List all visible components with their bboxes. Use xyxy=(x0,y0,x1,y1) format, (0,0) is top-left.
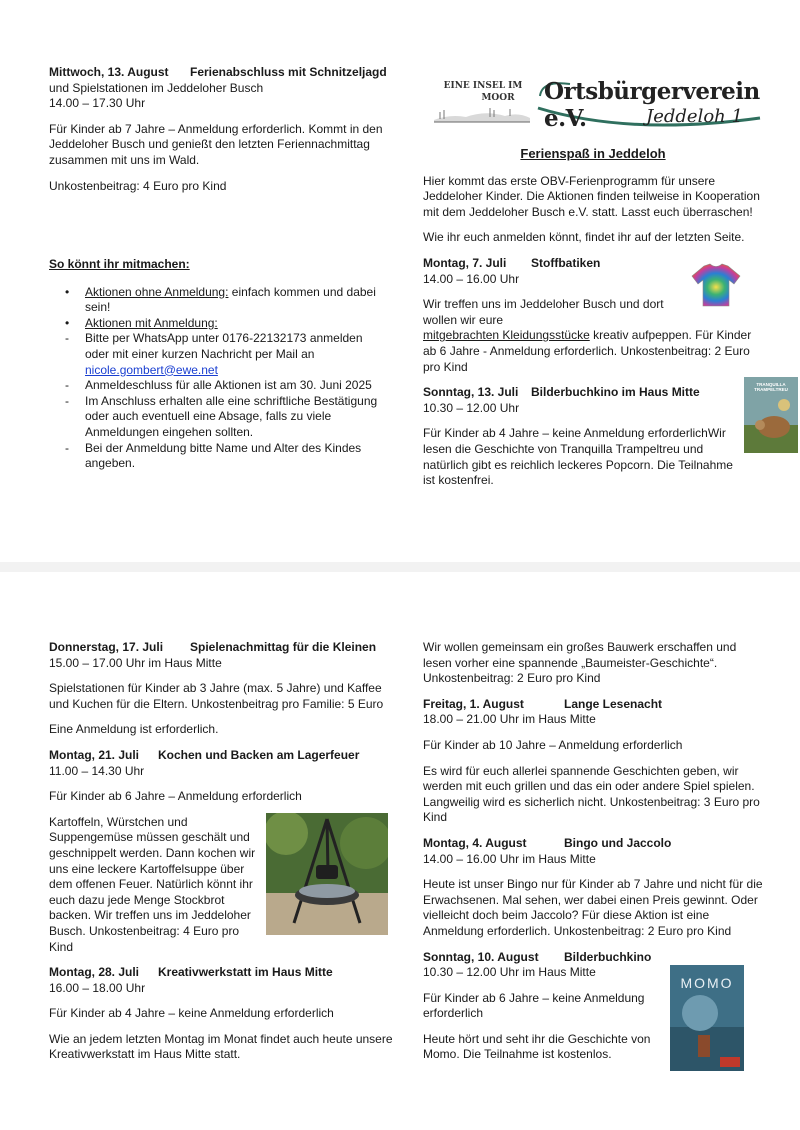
event-heading xyxy=(423,950,768,966)
event-time: 11.00 – 14.30 Uhr xyxy=(49,763,145,778)
event-time: 15.00 – 17.00 Uhr im Haus Mitte xyxy=(49,655,222,670)
howto-item-label: Aktionen mit Anmeldung: xyxy=(85,315,218,330)
event-title: Bilderbuchkino xyxy=(564,949,652,964)
event-date: Sonntag, 10. August xyxy=(423,949,539,964)
event-cost: Unkostenbeitrag: 4 Euro pro Kind xyxy=(49,178,227,193)
book-title: MOMO xyxy=(680,975,734,991)
tie-dye-shirt-image xyxy=(690,262,742,308)
howto-item-text: Bitte per WhatsApp unter 0176-22132173 anmelden oder mit einer kurzen Nachricht per Mail an xyxy=(85,331,363,361)
logo-left-text xyxy=(438,80,528,104)
event-desc-underlined: mitgebrachten Kleidungsstücke xyxy=(423,328,590,343)
event-heading xyxy=(49,640,394,656)
howto-item-confirmation xyxy=(49,394,384,441)
howto-item-registration xyxy=(49,316,384,332)
event-description xyxy=(423,297,763,375)
event-date: Montag, 7. Juli xyxy=(423,255,507,270)
event-heading xyxy=(49,65,394,81)
event-date: Donnerstag, 17. Juli xyxy=(49,640,164,654)
howto-item-label: Aktionen ohne Anmeldung: xyxy=(85,284,229,299)
email-link[interactable]: nicole.gombert@ewe.net xyxy=(85,362,218,377)
event-desc-end: kreativ aufpeppen. Für Kinder ab 6 Jahre - Anmeldung erforderlich. Unkostenbeitrag: 2 Euro pro Kind xyxy=(423,328,752,374)
event-time: 14.00 – 16.00 Uhr im Haus Mitte xyxy=(423,851,596,866)
event-date: Freitag, 1. August xyxy=(423,696,524,711)
event-description: Heute ist unser Bingo nur für Kinder ab 7 Jahre und nicht für die Erwachsenen. Mal sehen, wer dabei einen Preis gewinnt. Oder vielleicht doch beim Jaccolo? Für diese Aktion ist eine Anmeldung erforderlich. Unkostenbeitrag: 2 Euro pro Kind xyxy=(423,877,763,938)
event-title: Ferienabschluss mit Schnitzeljagd xyxy=(190,65,387,79)
register-note: Wie ihr euch anmelden könnt, findet ihr auf der letzten Seite. xyxy=(423,230,745,245)
event-time: 10.30 – 12.00 Uhr im Haus Mitte xyxy=(423,965,596,980)
event-description: Es wird für euch allerlei spannende Geschichten geben, wir werden mit euch grillen und das ein oder andere Spiel spielen. Langweilig wird es sicherlich nicht. Unkostenbeitrag: 3 Euro pro Kind xyxy=(423,763,760,825)
ortsbuergerverein-logo xyxy=(430,74,765,132)
logo-left-line2: MOOR xyxy=(481,93,515,103)
event-note: Für Kinder ab 4 Jahre – keine Anmeldung erforderlich xyxy=(49,1006,334,1021)
event-kreativwerkstatt xyxy=(49,965,394,1063)
event-ferienabschluss xyxy=(49,65,394,194)
event-title: Bilderbuchkino im Haus Mitte xyxy=(531,385,700,400)
howto-heading: So könnt ihr mitmachen: xyxy=(49,257,190,271)
book-title: TRANQUILLA TRAMPELTREU xyxy=(754,382,788,392)
event-title: Lange Lesenacht xyxy=(564,696,663,711)
howto-item-whatsapp xyxy=(49,331,384,378)
logo-main-text: Ortsbürgerverein e.V. xyxy=(544,78,760,132)
event-title: Stoffbatiken xyxy=(531,255,601,270)
howto-list xyxy=(49,285,384,472)
event-note: Für Kinder ab 6 Jahre – Anmeldung erforderlich xyxy=(49,789,302,804)
event-title: Kreativwerkstatt im Haus Mitte xyxy=(158,965,333,980)
logo-left-line1: EINE INSEL IM xyxy=(443,81,523,91)
event-heading xyxy=(423,836,768,852)
howto-section xyxy=(49,257,384,472)
event-time: 10.30 – 12.00 Uhr xyxy=(423,400,520,415)
event-desc-start: Wir treffen uns im Jeddeloher Busch und dort wollen wir eure xyxy=(423,297,664,327)
event-date: Montag, 4. August xyxy=(423,835,527,850)
event-heading xyxy=(49,965,394,981)
howto-item-text: Bei der Anmeldung bitte Name und Alter des Kindes angeben. xyxy=(85,440,362,471)
howto-item-name-age xyxy=(49,441,384,472)
logo-sub-text: Jeddeloh 1 xyxy=(646,106,743,127)
event-bilderbuchkino-juli xyxy=(423,385,763,489)
howto-item-text: einfach kommen und dabei sein! xyxy=(85,284,376,315)
event-subtitle: und Spielstationen im Jeddeloher Busch xyxy=(49,80,264,95)
event-lesenacht xyxy=(423,697,768,826)
event-time: 18.00 – 21.00 Uhr im Haus Mitte xyxy=(423,712,596,727)
event-heading xyxy=(423,385,763,401)
event-description: Für Kinder ab 7 Jahre – Anmeldung erforderlich. Kommt in den Jeddeloher Busch und genießt den letzten Feriennachmittag zusammen mit uns im Wald. xyxy=(49,121,383,167)
event-date: Montag, 28. Juli xyxy=(49,965,140,980)
event-note: Für Kinder ab 10 Jahre – Anmeldung erforderlich xyxy=(423,737,683,752)
event-title: Bingo und Jaccolo xyxy=(564,835,672,850)
event-description: Für Kinder ab 4 Jahre – keine Anmeldung erforderlichWir lesen die Geschichte von Tranquilla Trampeltreu und natürlich gibt es reichlich leckeres Popcorn. Die Teilnahme ist kostenfrei. xyxy=(423,426,733,488)
flyer-page-1 xyxy=(0,0,800,562)
event-note: Für Kinder ab 6 Jahre – keine Anmeldung erforderlich xyxy=(423,990,645,1021)
logo-landscape xyxy=(434,113,530,122)
event-spielenachmittag xyxy=(49,640,394,738)
event-time: 14.00 – 16.00 Uhr xyxy=(423,271,520,286)
left-column-page1 xyxy=(49,65,394,204)
event-description: Wie an jedem letzten Montag im Monat findet auch heute unsere Kreativwerkstatt im Haus Mitte statt. xyxy=(49,1031,393,1062)
event-title: Spielenachmittag für die Kleinen xyxy=(190,640,377,654)
intro-text: Hier kommt das erste OBV-Ferienprogramm für unsere Jeddeloher Kinder. Die Aktionen finden teilweise in Kooperation mit dem Jeddeloher Busch e.V. statt. Lasst euch überraschen! xyxy=(423,173,760,219)
howto-item-text: Im Anschluss erhalten alle eine schriftliche Bestätigung oder auch eventuell eine Absage, falls zu viele Anmeldungen eingehen sollten. xyxy=(85,393,378,439)
event-time: 16.00 – 18.00 Uhr xyxy=(49,980,146,995)
right-column-page1 xyxy=(423,146,763,499)
howto-item-deadline xyxy=(49,378,384,394)
event-description: Heute hört und seht ihr die Geschichte von Momo. Die Teilnahme ist kostenlos. xyxy=(423,1031,651,1062)
event-date: Montag, 21. Juli xyxy=(49,747,140,762)
event-description: Spielstationen für Kinder ab 3 Jahre (max. 5 Jahre) und Kaffee und Kuchen für die Eltern. Unkostenbeitrag pro Familie: 5 Euro xyxy=(49,681,384,711)
event-date: Mittwoch, 13. August xyxy=(49,65,169,79)
tranquilla-book-cover xyxy=(744,377,798,453)
campfire-photo xyxy=(266,813,388,935)
event-date: Sonntag, 13. Juli xyxy=(423,385,519,400)
howto-item-no-registration xyxy=(49,285,384,316)
flyer-page-2 xyxy=(0,572,800,1130)
momo-book-cover xyxy=(670,965,744,1071)
continued-text: Wir wollen gemeinsam ein großes Bauwerk erschaffen und lesen vorher eine spannende „Baumeister-Geschichte“. Unkostenbeitrag: 2 Euro pro Kind xyxy=(423,640,737,686)
event-description: Kartoffeln, Würstchen und Suppengemüse müssen geschält und geschnippelt werden. Dann kochen wir uns eine leckere Kartoffelsuppe über dem offenen Feuer. Natürlich könnt ihr euch dazu jede Menge Stockbrot backen. Wir treffen uns im Jeddeloher Busch. Unkostenbeitrag: 4 Euro pro Kind xyxy=(49,814,256,954)
howto-item-text: Anmeldeschluss für alle Aktionen ist am 30. Juni 2025 xyxy=(85,378,372,393)
event-time: 14.00 – 17.30 Uhr xyxy=(49,96,146,111)
event-title: Kochen und Backen am Lagerfeuer xyxy=(158,747,360,762)
page-title: Ferienspaß in Jeddeloh xyxy=(520,146,666,161)
event-note: Eine Anmeldung ist erforderlich. xyxy=(49,722,219,737)
event-bingo xyxy=(423,836,768,940)
event-heading xyxy=(423,697,768,713)
event-heading xyxy=(49,748,394,764)
